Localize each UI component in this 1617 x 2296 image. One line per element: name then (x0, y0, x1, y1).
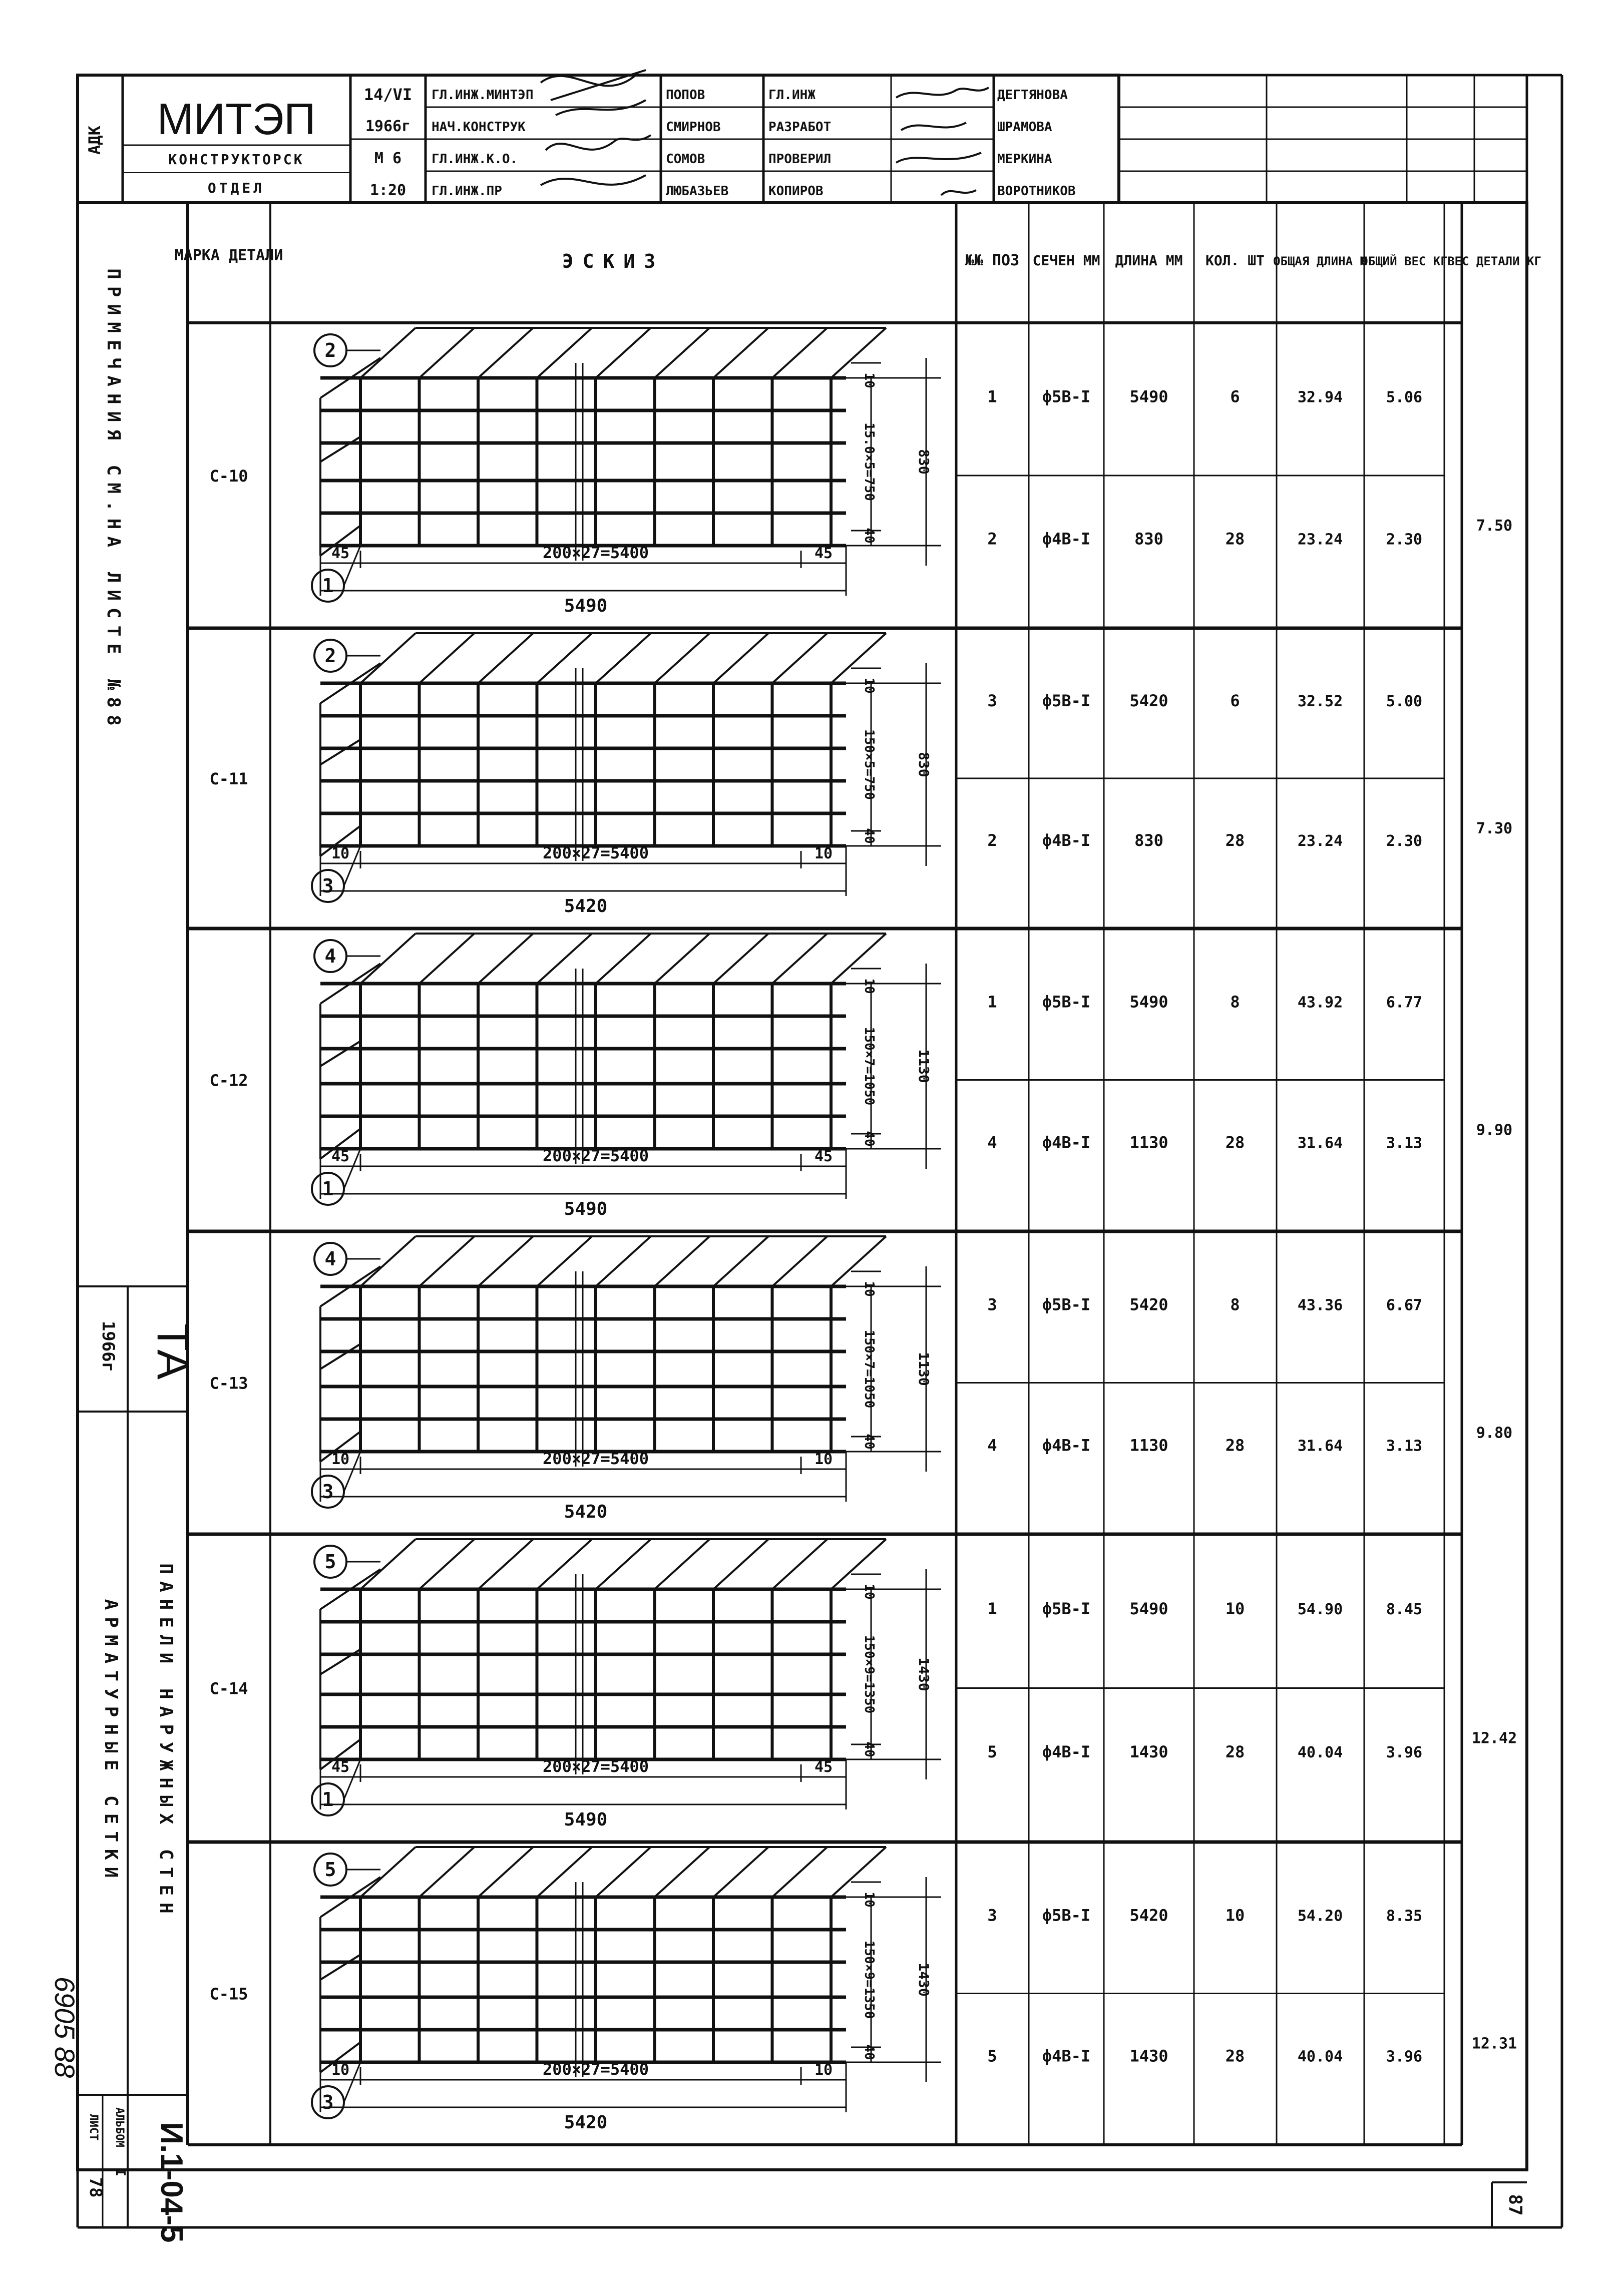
org-sub-2: ОТДЕЛ (207, 180, 265, 196)
sheet-number: 78 (86, 2177, 106, 2198)
item-section: ф4В-I (1042, 831, 1091, 850)
mesh-top-bar (478, 1847, 533, 1897)
height-dimension: 1430 (916, 1963, 932, 1997)
item-pos: 5 (987, 2046, 997, 2066)
mesh-side-edge (320, 1344, 360, 1369)
name2-1: ДЕГТЯНОВА (997, 88, 1068, 103)
end-overhang-right: 45 (814, 1758, 833, 1776)
item-total-weight: 3.96 (1386, 1743, 1423, 1761)
end-overhang-right: 10 (814, 2061, 833, 2079)
mesh-top-bar (655, 934, 710, 984)
mesh-side-edge (320, 1955, 360, 1980)
item-pos: 1 (987, 992, 997, 1012)
mesh-top-bar (537, 1236, 592, 1286)
name2-2: ШРАМОВА (997, 120, 1052, 135)
bar-spacing-dimension: 200×27=5400 (543, 1449, 649, 1468)
role2-1: ГЛ.ИНЖ (768, 88, 816, 103)
mesh-top-bar (655, 1236, 710, 1286)
total-length-dimension: 5420 (564, 1502, 608, 1522)
item-total-weight: 2.30 (1386, 531, 1423, 549)
bar-spacing-dimension: 200×27=5400 (543, 2060, 649, 2079)
total-length-dimension: 5420 (564, 2112, 608, 2133)
mesh-top-bar (831, 328, 886, 378)
bar-spacing-dimension: 200×27=5400 (543, 843, 649, 862)
side-dim-top: 10 (862, 1892, 877, 1908)
mesh-top-bar (596, 328, 651, 378)
total-length-dimension: 5490 (564, 1199, 608, 1219)
mesh-top-bar (478, 633, 533, 683)
item-total-weight: 8.35 (1386, 1907, 1423, 1925)
role2-4: КОПИРОВ (768, 184, 824, 199)
item-total-length: 54.20 (1297, 1907, 1343, 1925)
notes-reference: ПРИМЕЧАНИЯ СМ.НА ЛИСТЕ №88 (103, 268, 124, 733)
position-tag-bottom: 1 (322, 1178, 334, 1200)
mesh-top-bar (360, 328, 416, 378)
header-qty: КОЛ. ШТ (1205, 252, 1265, 269)
height-dimension: 1130 (916, 1352, 932, 1386)
item-qty: 28 (1225, 831, 1245, 850)
side-dim-bottom: 40 (862, 1741, 877, 1757)
item-total-length: 31.64 (1297, 1134, 1343, 1152)
position-tag-top: 2 (324, 645, 336, 667)
side-dim-top: 10 (862, 1584, 877, 1600)
item-total-weight: 5.00 (1386, 693, 1423, 710)
item-total-weight: 3.13 (1386, 1437, 1423, 1455)
item-pos: 1 (987, 387, 997, 406)
org-name: МИТЭП (157, 94, 316, 144)
mesh-top-bar (772, 1236, 828, 1286)
part-mark: С-12 (209, 1071, 248, 1090)
mesh-top-bar (713, 934, 768, 984)
item-total-length: 32.52 (1297, 693, 1343, 710)
item-total-length: 23.24 (1297, 832, 1343, 850)
mesh-top-bar (831, 633, 886, 683)
item-section: ф5В-I (1042, 1295, 1091, 1314)
mesh-top-bar (420, 1847, 475, 1897)
side-dim-middle: 150×9=1350 (862, 1940, 877, 2019)
header-section: СЕЧЕН ММ (1032, 252, 1100, 269)
name2-3: МЕРКИНА (997, 152, 1052, 167)
header-pos: №№ ПОЗ (965, 252, 1020, 269)
org-sub-1: КОНСТРУКТОРСК (168, 151, 304, 168)
title-block (78, 70, 1527, 203)
end-overhang-right: 45 (814, 545, 833, 562)
side-dim-bottom: 40 (862, 828, 877, 844)
header-mark: МАРКА ДЕТАЛИ (174, 247, 283, 264)
item-length: 1430 (1129, 1742, 1168, 1761)
mesh-top-bar (537, 633, 592, 683)
header-sketch: ЭСКИЗ (562, 250, 665, 272)
item-qty: 28 (1225, 1436, 1245, 1455)
height-dimension: 830 (916, 449, 932, 475)
side-dim-middle: 150×9=1350 (862, 1635, 877, 1714)
item-length: 5490 (1129, 992, 1168, 1012)
part-weight: 12.42 (1471, 1729, 1517, 1747)
total-length-dimension: 5490 (564, 596, 608, 616)
item-total-length: 43.92 (1297, 994, 1343, 1012)
album-label: АЛЬБОМ (113, 2107, 126, 2147)
year-mark: 1966г (98, 1320, 118, 1372)
mesh-top-bar (713, 1539, 768, 1589)
part-weight: 7.50 (1476, 517, 1513, 535)
side-dim-middle: 150×7=1050 (862, 1329, 877, 1409)
end-overhang-right: 45 (814, 1148, 833, 1165)
header-length: ДЛИНА ММ (1115, 252, 1183, 269)
bar-spacing-dimension: 200×27=5400 (543, 1146, 649, 1165)
side-dim-top: 10 (862, 372, 877, 388)
item-length: 1130 (1129, 1436, 1168, 1455)
item-section: ф4В-I (1042, 1436, 1091, 1455)
mesh-top-bar (420, 934, 475, 984)
scale-line-1: М 6 (374, 150, 402, 167)
mesh-top-bar (360, 1539, 416, 1589)
header-total-weight: ОБЩИЙ ВЕС КГ (1361, 254, 1448, 268)
mesh-top-bar (596, 1236, 651, 1286)
mesh-top-bar (772, 934, 828, 984)
item-total-length: 32.94 (1297, 388, 1343, 406)
item-pos: 2 (987, 831, 997, 850)
item-total-length: 40.04 (1297, 2048, 1343, 2066)
position-tag-top: 4 (324, 1248, 336, 1270)
height-dimension: 1130 (916, 1049, 932, 1083)
end-overhang-left: 45 (331, 1148, 350, 1165)
item-length: 5490 (1129, 1599, 1168, 1618)
position-tag-top: 5 (324, 1859, 336, 1881)
item-qty: 6 (1230, 691, 1240, 710)
item-qty: 28 (1225, 1742, 1245, 1761)
mesh-top-bar (537, 1847, 592, 1897)
end-overhang-left: 10 (331, 1451, 350, 1468)
item-total-weight: 8.45 (1386, 1600, 1423, 1618)
position-tag-bottom: 3 (322, 1481, 334, 1503)
end-overhang-left: 10 (331, 2061, 350, 2079)
mesh-top-bar (478, 1236, 533, 1286)
item-section: ф5В-I (1042, 992, 1091, 1012)
mesh-top-bar (537, 328, 592, 378)
item-total-weight: 6.77 (1386, 994, 1423, 1012)
mesh-top-bar (360, 1847, 416, 1897)
mesh-top-bar (655, 633, 710, 683)
name2-4: ВОРОТНИКОВ (997, 184, 1076, 199)
mesh-side-edge (320, 740, 360, 765)
part-weight: 7.30 (1476, 820, 1513, 837)
mesh-top-bar (360, 1236, 416, 1286)
item-section: ф5В-I (1042, 1906, 1091, 1925)
bar-spacing-dimension: 200×27=5400 (543, 1757, 649, 1776)
end-overhang-right: 10 (814, 845, 833, 862)
height-dimension: 1430 (916, 1657, 932, 1691)
item-qty: 10 (1225, 1906, 1245, 1925)
item-length: 5420 (1129, 1906, 1168, 1925)
item-total-weight: 2.30 (1386, 832, 1423, 850)
part-mark: С-10 (209, 467, 248, 486)
part-mark: С-13 (209, 1373, 248, 1393)
mesh-top-bar (420, 328, 475, 378)
mesh-top-bar (478, 1539, 533, 1589)
item-pos: 3 (987, 1295, 997, 1314)
role2-2: РАЗРАБОТ (768, 120, 832, 135)
item-section: ф4В-I (1042, 1133, 1091, 1152)
part-mark: С-15 (209, 1984, 248, 2004)
mesh-top-bar (713, 633, 768, 683)
side-dim-top: 10 (862, 978, 877, 994)
item-pos: 5 (987, 1742, 997, 1761)
header-part-weight: ВЕС ДЕТАЛИ КГ (1447, 254, 1541, 268)
position-tag-bottom: 3 (322, 2091, 334, 2113)
mesh-top-bar (596, 934, 651, 984)
side-dim-middle: 150×7=1050 (862, 1027, 877, 1106)
mesh-top-bar (655, 1539, 710, 1589)
mesh-top-bar (596, 633, 651, 683)
item-qty: 6 (1230, 387, 1240, 406)
side-dim-middle: 150×5=750 (862, 729, 877, 800)
item-section: ф5В-I (1042, 387, 1091, 406)
item-length: 5420 (1129, 691, 1168, 710)
item-length: 5490 (1129, 387, 1168, 406)
table-header (175, 203, 1541, 2145)
item-total-weight: 3.96 (1386, 2048, 1423, 2066)
item-total-length: 40.04 (1297, 1743, 1343, 1761)
item-qty: 8 (1230, 992, 1240, 1012)
part-mark: С-14 (209, 1679, 248, 1698)
mesh-top-bar (772, 633, 828, 683)
item-pos: 2 (987, 529, 997, 549)
item-pos: 1 (987, 1599, 997, 1618)
mesh-top-bar (831, 934, 886, 984)
sheet-label: ЛИСТ (87, 2114, 100, 2141)
mesh-top-bar (360, 633, 416, 683)
item-qty: 8 (1230, 1295, 1240, 1314)
date-line-1: 14/VI (363, 85, 413, 104)
item-total-length: 31.64 (1297, 1437, 1343, 1455)
mesh-top-bar (420, 1539, 475, 1589)
mesh-top-bar (596, 1539, 651, 1589)
header-total-length: ОБЩАЯ ДЛИНА М (1273, 254, 1367, 268)
part-weight: 9.80 (1476, 1424, 1513, 1442)
mesh-top-bar (655, 328, 710, 378)
item-length: 1430 (1129, 2046, 1168, 2066)
item-total-length: 43.36 (1297, 1296, 1343, 1314)
mesh-top-bar (713, 328, 768, 378)
album-number: I (113, 2168, 128, 2176)
role2-3: ПРОВЕРИЛ (768, 152, 832, 167)
mesh-side-edge (320, 437, 360, 462)
mesh-top-bar (831, 1539, 886, 1589)
item-qty: 28 (1225, 1133, 1245, 1152)
item-total-weight: 6.67 (1386, 1296, 1423, 1314)
ta-mark: ТА (148, 1323, 198, 1380)
item-section: ф5В-I (1042, 1599, 1091, 1618)
side-dim-bottom: 40 (862, 528, 877, 544)
position-tag-bottom: 1 (322, 1788, 334, 1810)
page-number: 87 (1505, 2194, 1525, 2216)
name-1: ПОПОВ (666, 88, 705, 103)
item-section: ф4В-I (1042, 1742, 1091, 1761)
mesh-top-bar (772, 1539, 828, 1589)
mesh-side-edge (320, 1041, 360, 1066)
handwritten-note: 6905 88 (49, 1976, 81, 2078)
position-tag-top: 4 (324, 945, 336, 967)
end-overhang-left: 45 (331, 545, 350, 562)
role-3: ГЛ.ИНЖ.К.О. (432, 152, 518, 167)
position-tag-top: 5 (324, 1551, 336, 1573)
side-dim-bottom: 40 (862, 2044, 877, 2060)
item-total-weight: 5.06 (1386, 388, 1423, 406)
item-qty: 28 (1225, 2046, 1245, 2066)
item-pos: 3 (987, 691, 997, 710)
mesh-top-bar (772, 328, 828, 378)
mesh-top-bar (655, 1847, 710, 1897)
mesh-top-bar (831, 1847, 886, 1897)
mesh-top-bar (596, 1847, 651, 1897)
total-length-dimension: 5490 (564, 1809, 608, 1830)
item-total-weight: 3.13 (1386, 1134, 1423, 1152)
side-dim-top: 10 (862, 1281, 877, 1297)
item-length: 830 (1134, 831, 1163, 850)
role-2: НАЧ.КОНСТРУК (432, 120, 526, 135)
end-overhang-left: 45 (331, 1758, 350, 1776)
sheet-subtitle: ПАНЕЛИ НАРУЖНЫХ СТЕН (156, 1563, 176, 1921)
position-tag-top: 2 (324, 339, 336, 361)
table-body (188, 328, 1517, 2133)
part-mark: С-11 (209, 769, 248, 788)
name-4: ЛЮБАЗЬЕВ (666, 184, 729, 199)
end-overhang-left: 10 (331, 845, 350, 862)
height-dimension: 830 (916, 752, 932, 777)
part-weight: 9.90 (1476, 1121, 1513, 1139)
scale-line-2: 1:20 (369, 182, 407, 199)
role-4: ГЛ.ИНЖ.ПР (432, 184, 502, 199)
item-length: 830 (1134, 529, 1163, 549)
side-dim-bottom: 40 (862, 1434, 877, 1450)
mesh-top-bar (537, 934, 592, 984)
item-qty: 28 (1225, 529, 1245, 549)
sheet-title: АРМАТУРНЫЕ СЕТКИ (101, 1599, 121, 1885)
mesh-top-bar (713, 1236, 768, 1286)
series-code: И.1-04-5 (154, 2122, 189, 2243)
item-pos: 4 (987, 1133, 997, 1152)
item-section: ф4В-I (1042, 529, 1091, 549)
side-dim-middle: 15.0×5=750 (862, 422, 877, 501)
item-total-length: 23.24 (1297, 531, 1343, 549)
item-length: 5420 (1129, 1295, 1168, 1314)
mesh-top-bar (713, 1847, 768, 1897)
item-pos: 3 (987, 1906, 997, 1925)
mesh-top-bar (831, 1236, 886, 1286)
end-overhang-right: 10 (814, 1451, 833, 1468)
position-tag-bottom: 1 (322, 575, 334, 597)
item-section: ф4В-I (1042, 2046, 1091, 2066)
date-line-2: 1966г (365, 118, 411, 135)
bar-spacing-dimension: 200×27=5400 (543, 543, 649, 562)
mesh-top-bar (420, 1236, 475, 1286)
mesh-top-bar (478, 328, 533, 378)
name-3: СОМОВ (666, 152, 705, 167)
name-2: СМИРНОВ (666, 120, 721, 135)
mesh-top-bar (537, 1539, 592, 1589)
mesh-top-bar (420, 633, 475, 683)
mesh-top-bar (360, 934, 416, 984)
mesh-top-bar (772, 1847, 828, 1897)
item-length: 1130 (1129, 1133, 1168, 1152)
role-1: ГЛ.ИНЖ.МИНТЭП (432, 88, 534, 103)
item-qty: 10 (1225, 1599, 1245, 1618)
item-total-length: 54.90 (1297, 1600, 1343, 1618)
side-dim-bottom: 40 (862, 1131, 877, 1147)
total-length-dimension: 5420 (564, 896, 608, 916)
side-dim-top: 10 (862, 678, 877, 694)
title-left-code: АДК (85, 126, 104, 155)
item-pos: 4 (987, 1436, 997, 1455)
position-tag-bottom: 3 (322, 875, 334, 897)
part-weight: 12.31 (1471, 2035, 1517, 2053)
mesh-top-bar (478, 934, 533, 984)
item-section: ф5В-I (1042, 691, 1091, 710)
